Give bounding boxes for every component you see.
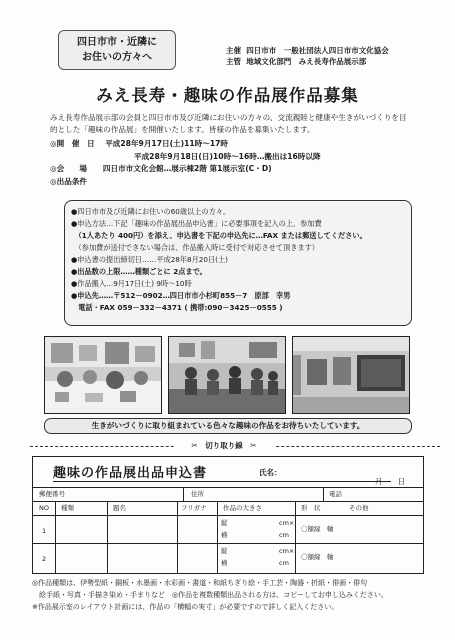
period-2: 平成28年9月18日(日)10時～16時…搬出は16時以降 [134,151,321,161]
host-value: 四日市市 一般社団法人四日市市文化協会 [246,46,389,55]
row-height-label: 縦 [221,519,228,527]
header-no: NO [39,504,49,512]
audience-box [58,30,176,70]
notes [32,577,432,613]
row-unit-2: cm [279,531,289,539]
application-form [32,456,424,574]
conditions-label: ◎出品条件 [50,176,88,186]
condition-item: ●申込先……〒512－0902…四日市市小杉町855－7 原部 幸男 [71,291,291,300]
conditions-box [64,200,412,326]
exhibit-photo-2 [168,336,286,414]
date-label: 月 日 [375,477,405,486]
exhibit-photo-1 [44,336,162,414]
condition-item: 電話・FAX 059－332－4371 ( 携帯:090－3425－0555 ) [71,303,283,312]
header-other: その他 [349,504,369,512]
condition-item: ●申込書の提出締切日……平成28年8月20日(土) [71,255,228,264]
exhibit-photo-3 [292,336,410,414]
condition-item: （参加費が送付できない場合は、作品搬入時に受付で対応させて頂きます） [71,243,319,252]
audience-line-2: お住いの方々へ [82,52,152,63]
cut-line-label: ✂ 切り取り線 ✂ [174,440,274,451]
row-unit-1: cm× [279,547,295,555]
condition-item: ●申込方法…下記「趣味の作品展出品申込書」に必要事項を記入の上、参加費 [71,219,322,228]
name-label: 氏名： [259,468,282,477]
event-info [50,138,321,188]
period-1: 平成28年9月17日(土)11時～17時 [105,139,229,148]
note-line: ※作品展示室のレイアウト計画には、作品の「横幅の実寸」が必要ですので詳しく記入ください。 [32,603,339,611]
row-unit-2: cm [279,559,289,567]
venue-value: 四日市市文化会館…展示棟2階 第1展示室(C・D) [102,164,272,173]
note-line: 絵手紙・写真・手描き染め・手まりなど ◎作品を複数種類出品される方は、コピーしてお申し込みください。 [32,591,388,599]
condition-item: ●作品搬入…9月17日(土) 9時～10時 [71,279,192,288]
page-title: みえ長寿・趣味の作品展作品募集 [96,86,359,105]
phone-label: 電話 [329,490,342,498]
header-size: 作品の大きさ [223,504,262,512]
organizer-block [226,45,389,67]
audience-line-1: 四日市市・近隣に [77,37,157,48]
row-width-label: 横 [221,531,228,539]
header-type: 種類 [61,504,74,512]
intro-text: みえ長寿作品展示部の会員と四日市市及び近隣にお住いの方々の、交流親睦と健康や生きがいづくりを目的とした「趣味の作品展」を開催いたします。皆様の作品を募集いたします。 [50,113,407,134]
header-furigana: フリガナ [181,504,207,512]
photo-strip [44,336,410,414]
header-shape: 形 状 [301,504,321,512]
row-width-label: 横 [221,559,228,567]
form-title-underline [53,481,391,482]
host-label: 主催 [226,46,241,55]
condition-item: ●四日市市及び近隣にお住いの60歳以上の方々。 [71,207,231,216]
row-shape: 〇額縁 軸 [301,553,334,561]
row-unit-1: cm× [279,519,295,527]
form-title: 趣味の作品展出品申込書 [53,466,208,481]
note-line: ◎作品種類は、伊勢型紙・銅板・水墨画・水彩画・書道・和紙ちぎり絵・手工芸・陶器・折紙・俳画・俳句 [32,579,368,587]
venue-label: ◎会 場 [50,164,88,173]
cohost-value: 地域文化部門 みえ長寿作品展示部 [246,57,367,66]
row-height-label: 縦 [221,547,228,555]
cohost-label: 主管 [226,57,241,66]
invitation-banner: 生きがいづくりに取り組まれている色々な趣味の作品をお待ちいたしています。 [44,418,412,434]
row-no: 2 [42,555,47,563]
postal-label: 郵便番号 [39,490,65,498]
condition-item: ●出品数の上限……種類ごとに 2点まで。 [71,267,207,276]
period-label: ◎開 催 日 [50,139,95,148]
header-title: 題名 [113,504,126,512]
row-shape: 〇額縁 軸 [301,525,334,533]
condition-item: （1人あたり 400円）を添え、申込書を下記の申込先に…FAX または郵送してください。 [71,231,367,240]
address-label: 住所 [191,490,204,498]
row-no: 1 [42,527,47,535]
